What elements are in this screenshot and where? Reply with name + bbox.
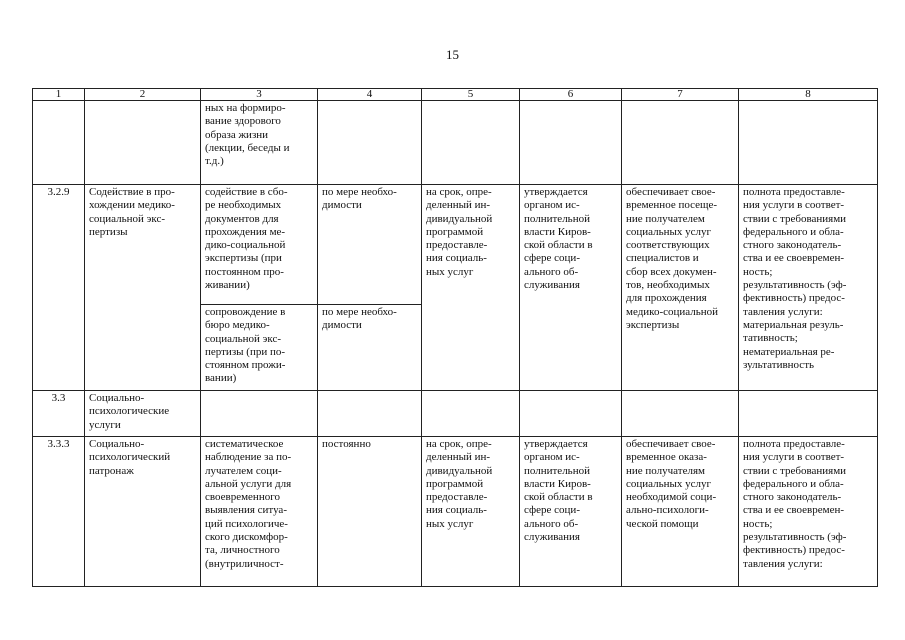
text-line: зультативность <box>743 358 815 371</box>
text-line: ных на формиро- <box>205 102 286 114</box>
service-term <box>422 185 520 391</box>
text-line: альной услуги для <box>205 477 292 490</box>
column-header: 3 <box>201 89 318 101</box>
text-line: Социально- <box>89 438 145 450</box>
text-line: т.д.) <box>205 155 224 168</box>
service-approval <box>520 391 622 437</box>
text-line: утверждается <box>524 438 588 450</box>
table-row <box>33 185 878 305</box>
text-line: выявления ситуа- <box>205 504 287 517</box>
text-line: фективность) предос- <box>743 292 845 305</box>
text-line: полнительной <box>524 212 590 225</box>
text-line: ства и ее своевремен- <box>743 504 845 517</box>
text-line: предоставле- <box>426 491 488 504</box>
service-timing <box>318 391 422 437</box>
text-line: та, личностного <box>205 544 280 557</box>
text-line: документов для <box>205 212 279 225</box>
text-line: социальных услуг <box>626 477 712 490</box>
text-line: полнота предоставле- <box>743 438 845 450</box>
text-line: на срок, опре- <box>426 438 492 450</box>
service-conditions <box>622 185 739 391</box>
text-line: экспертизы <box>626 318 680 331</box>
column-header: 4 <box>318 89 422 101</box>
text-line: стоянном прожи- <box>205 359 286 372</box>
service-timing <box>318 185 422 305</box>
text-line: власти Киров- <box>524 225 591 238</box>
text-line: ния услуги в соответ- <box>743 199 845 212</box>
service-content <box>201 185 318 305</box>
text-line: ных услуг <box>426 265 474 278</box>
text-line: деленный ин- <box>426 451 491 464</box>
table-row <box>33 101 878 185</box>
text-line: Социально- <box>89 392 145 404</box>
text-line: вание здорового <box>205 115 281 128</box>
text-line: димости <box>322 199 362 212</box>
text-line: своевременного <box>205 491 280 504</box>
service-timing: постоянно <box>318 437 422 587</box>
text-line: полнительной <box>524 464 590 477</box>
column-header: 1 <box>33 89 85 101</box>
text-line: лучателем соци- <box>205 464 282 477</box>
text-line: живании) <box>205 279 250 292</box>
text-line: хождении медико- <box>89 199 175 212</box>
text-line: стного законодатель- <box>743 491 842 504</box>
service-term <box>422 437 520 587</box>
column-header: 6 <box>520 89 622 101</box>
text-line: фективность) предос- <box>743 544 845 557</box>
text-line: стного законодатель- <box>743 239 842 252</box>
text-line: ствии с требованиями <box>743 212 847 225</box>
text-line: необходимой соци- <box>626 491 717 504</box>
service-name <box>85 437 201 587</box>
text-line: дивидуальной <box>426 212 493 225</box>
page-number: 15 <box>446 47 459 62</box>
text-line: тавления услуги: <box>743 557 823 570</box>
text-line: сбор всех докумен- <box>626 265 717 278</box>
text-line: (лекции, беседы и <box>205 141 290 154</box>
text-line: для прохождения <box>626 292 707 305</box>
service-criteria <box>739 391 878 437</box>
text-line: ния социаль- <box>426 252 487 265</box>
text-line: тавления услуги: <box>743 305 823 318</box>
text-line: Содействие в про- <box>89 186 175 198</box>
service-name <box>85 185 201 391</box>
text-line: экспертизы (при <box>205 252 282 265</box>
text-line: ально-психологи- <box>626 504 709 517</box>
text-line: специалистов и <box>626 252 699 265</box>
service-conditions <box>622 437 739 587</box>
row-number: 3.3 <box>33 391 85 437</box>
text-line: ния социаль- <box>426 504 487 517</box>
text-line: обеспечивает свое- <box>626 186 716 198</box>
text-line: ального об- <box>524 265 579 278</box>
text-line: психологические <box>89 405 170 418</box>
service-criteria <box>739 437 878 587</box>
service-criteria <box>739 185 878 391</box>
service-content <box>201 305 318 391</box>
service-approval <box>520 185 622 391</box>
text-line: ской области в <box>524 239 593 252</box>
text-line: по мере необхо- <box>322 186 397 198</box>
text-line: сопровождение в <box>205 306 286 318</box>
text-line: систематическое <box>205 438 284 450</box>
text-line: ской области в <box>524 491 593 504</box>
text-line: результативность (эф- <box>743 279 847 292</box>
text-line: содействие в сбо- <box>205 186 288 198</box>
column-header: 5 <box>422 89 520 101</box>
text-line: психологический <box>89 451 171 464</box>
service-approval <box>520 437 622 587</box>
row-number: 3.3.3 <box>33 437 85 587</box>
text-line: органом ис- <box>524 199 580 212</box>
text-line: ние получателем <box>626 212 705 225</box>
text-line: ства и ее своевремен- <box>743 252 845 265</box>
text-line: утверждается <box>524 186 588 198</box>
text-line: служивания <box>524 279 580 292</box>
text-line: программой <box>426 225 484 238</box>
text-line: полнота предоставле- <box>743 186 845 198</box>
service-criteria <box>739 101 878 185</box>
text-line: димости <box>322 319 362 332</box>
text-line: социальной экс- <box>89 212 166 225</box>
text-line: по мере необхо- <box>322 306 397 318</box>
text-line: федерального и обла- <box>743 477 844 490</box>
column-header: 8 <box>739 89 878 101</box>
text-line: тов, необходимых <box>626 279 710 292</box>
text-line: ального об- <box>524 517 579 530</box>
text-line: дико-социальной <box>205 239 286 252</box>
text-line: власти Киров- <box>524 477 591 490</box>
text-line: (внутриличност- <box>205 557 284 570</box>
text-line: ре необходимых <box>205 199 282 212</box>
text-line: предоставле- <box>426 239 488 252</box>
service-content <box>201 437 318 587</box>
service-conditions <box>622 101 739 185</box>
text-line: ность; <box>743 265 773 278</box>
text-line: ского дискомфор- <box>205 531 288 544</box>
text-line: пертизы (при по- <box>205 345 286 358</box>
text-line: на срок, опре- <box>426 186 492 198</box>
service-timing <box>318 101 422 185</box>
text-line: временное оказа- <box>626 451 707 464</box>
text-line: ствии с требованиями <box>743 464 847 477</box>
service-content <box>201 101 318 185</box>
text-line: результативность (эф- <box>743 531 847 544</box>
text-line: вании) <box>205 372 237 385</box>
row-number <box>33 101 85 185</box>
text-line: временное посеще- <box>626 199 718 212</box>
text-line: дивидуальной <box>426 464 493 477</box>
service-term <box>422 391 520 437</box>
service-name <box>85 391 201 437</box>
service-approval <box>520 101 622 185</box>
text-line: патронаж <box>89 464 134 477</box>
text-line: служивания <box>524 531 580 544</box>
service-conditions <box>622 391 739 437</box>
text-line: сфере соци- <box>524 252 580 265</box>
text-line: федерального и обла- <box>743 225 844 238</box>
text-line: ческой помощи <box>626 517 699 530</box>
table-row <box>33 391 878 437</box>
text-line: бюро медико- <box>205 319 270 332</box>
row-number: 3.2.9 <box>33 185 85 391</box>
text-line: ций психологиче- <box>205 517 288 530</box>
text-line: ния услуги в соответ- <box>743 451 845 464</box>
text-line: прохождения ме- <box>205 225 286 238</box>
text-line: нематериальная ре- <box>743 345 835 358</box>
column-header: 7 <box>622 89 739 101</box>
text-line: услуги <box>89 418 121 431</box>
text-line: ных услуг <box>426 517 474 530</box>
text-line: ность; <box>743 517 773 530</box>
column-header: 2 <box>85 89 201 101</box>
text-line: наблюдение за по- <box>205 451 292 464</box>
text-line: пертизы <box>89 225 128 238</box>
text-line: тативность; <box>743 332 798 345</box>
text-line: соответствующих <box>626 239 710 252</box>
text-line: медико-социальной <box>626 305 719 318</box>
text-line: обеспечивает свое- <box>626 438 716 450</box>
text-line: сфере соци- <box>524 504 580 517</box>
header-row <box>33 89 878 101</box>
text-line: программой <box>426 477 484 490</box>
text-line: деленный ин- <box>426 199 491 212</box>
text-line: постоянном про- <box>205 265 284 278</box>
service-timing <box>318 305 422 391</box>
table-row <box>33 437 878 587</box>
text-line: образа жизни <box>205 128 269 141</box>
service-name <box>85 101 201 185</box>
text-line: органом ис- <box>524 451 580 464</box>
text-line: социальной экс- <box>205 332 282 345</box>
text-line: социальных услуг <box>626 225 712 238</box>
service-content <box>201 391 318 437</box>
services-table <box>32 88 878 587</box>
text-line: ние получателям <box>626 464 705 477</box>
text-line: материальная резуль- <box>743 318 844 331</box>
service-term <box>422 101 520 185</box>
